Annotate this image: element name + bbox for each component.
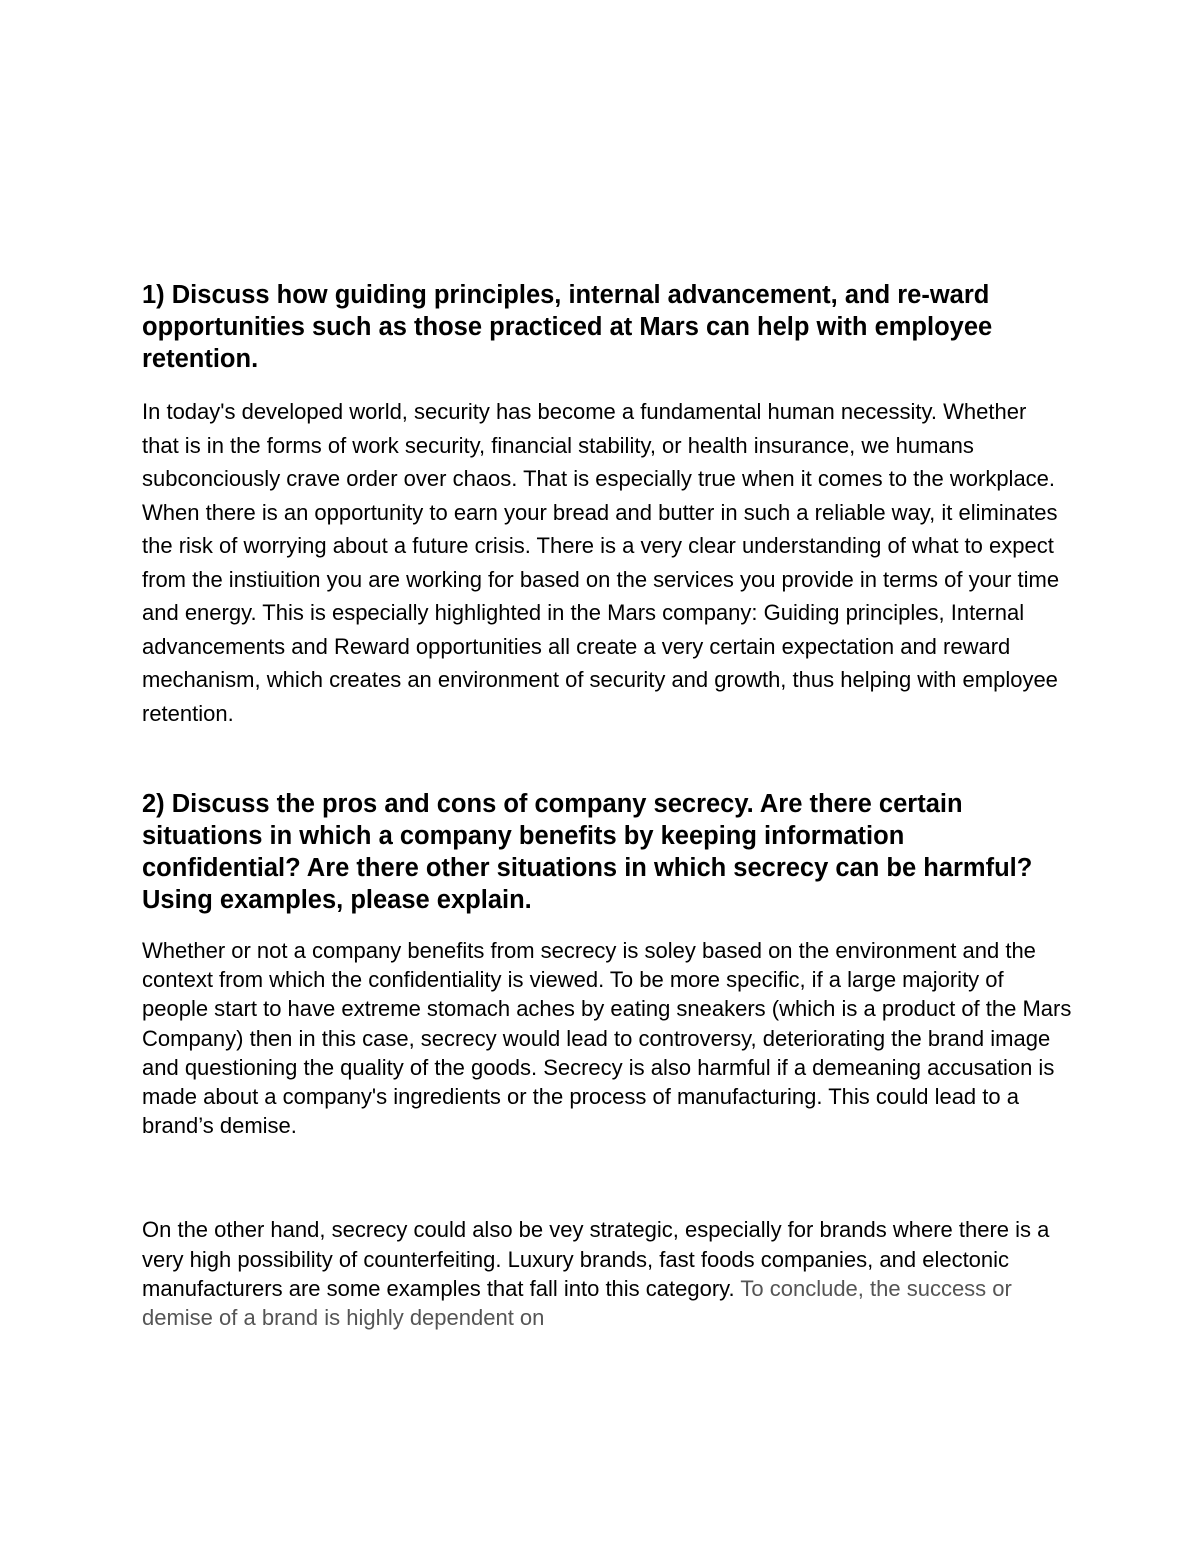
question-2-heading: 2) Discuss the pros and cons of company secrecy. Are there certain situations in which a company benefits by keeping information confidential? Are there other situations in which secrecy can be harmful? Using examples, please explain. [142, 790, 1033, 914]
question-1-section [142, 279, 1072, 730]
answer-paragraph-2-faded-text: To conclude, the success or demise of a brand is highly dependent on [142, 1275, 1012, 1331]
document-page [142, 279, 1072, 1332]
answer-paragraph-2-text: On the other hand, secrecy could also be vey strategic, especially for brands where there is a very high possibility of counterfeiting. Luxury brands, fast foods companies, and electonic manufacturers are some examples that fall into this category. [142, 1217, 1050, 1301]
question-2-answer-paragraph-2 [142, 1215, 1072, 1332]
question-2-answer-paragraph-1: Whether or not a company benefits from secrecy is soley based on the environment and the context from which the confidentiality is viewed. To be more specific, if a large majority of people start to have extreme stomach aches by eating sneakers (which is a product of the Mars Company) then in this case, secrecy would lead to controversy, deteriorating the brand image and questioning the quality of the goods. Secrecy is also harmful if a demeaning accusation is made about a company's ingredients or the process of manufacturing. This could lead to a brand’s demise. [142, 938, 1072, 1139]
question-1-heading: 1) Discuss how guiding principles, internal advancement, and re-ward opportunities such as those practiced at Mars can help with employee retention. [142, 281, 993, 373]
question-1-answer: In today's developed world, security has become a fundamental human necessity. Whether that is in the forms of work security, financial stability, or health insurance, we humans subconciously crave order over chaos. That is especially true when it comes to the workplace. When there is an opportunity to earn your bread and butter in such a reliable way, it eliminates the risk of worrying about a future crisis. There is a very clear understanding of what to expect from the instiuition you are working for based on the services you provide in terms of your time and energy. This is especially highlighted in the Mars company: Guiding principles, Internal advancements and Reward opportunities all create a very certain expectation and reward mechanism, which creates an environment of security and growth, thus helping with employee retention. [142, 399, 1060, 726]
question-2-section [142, 788, 1072, 1332]
